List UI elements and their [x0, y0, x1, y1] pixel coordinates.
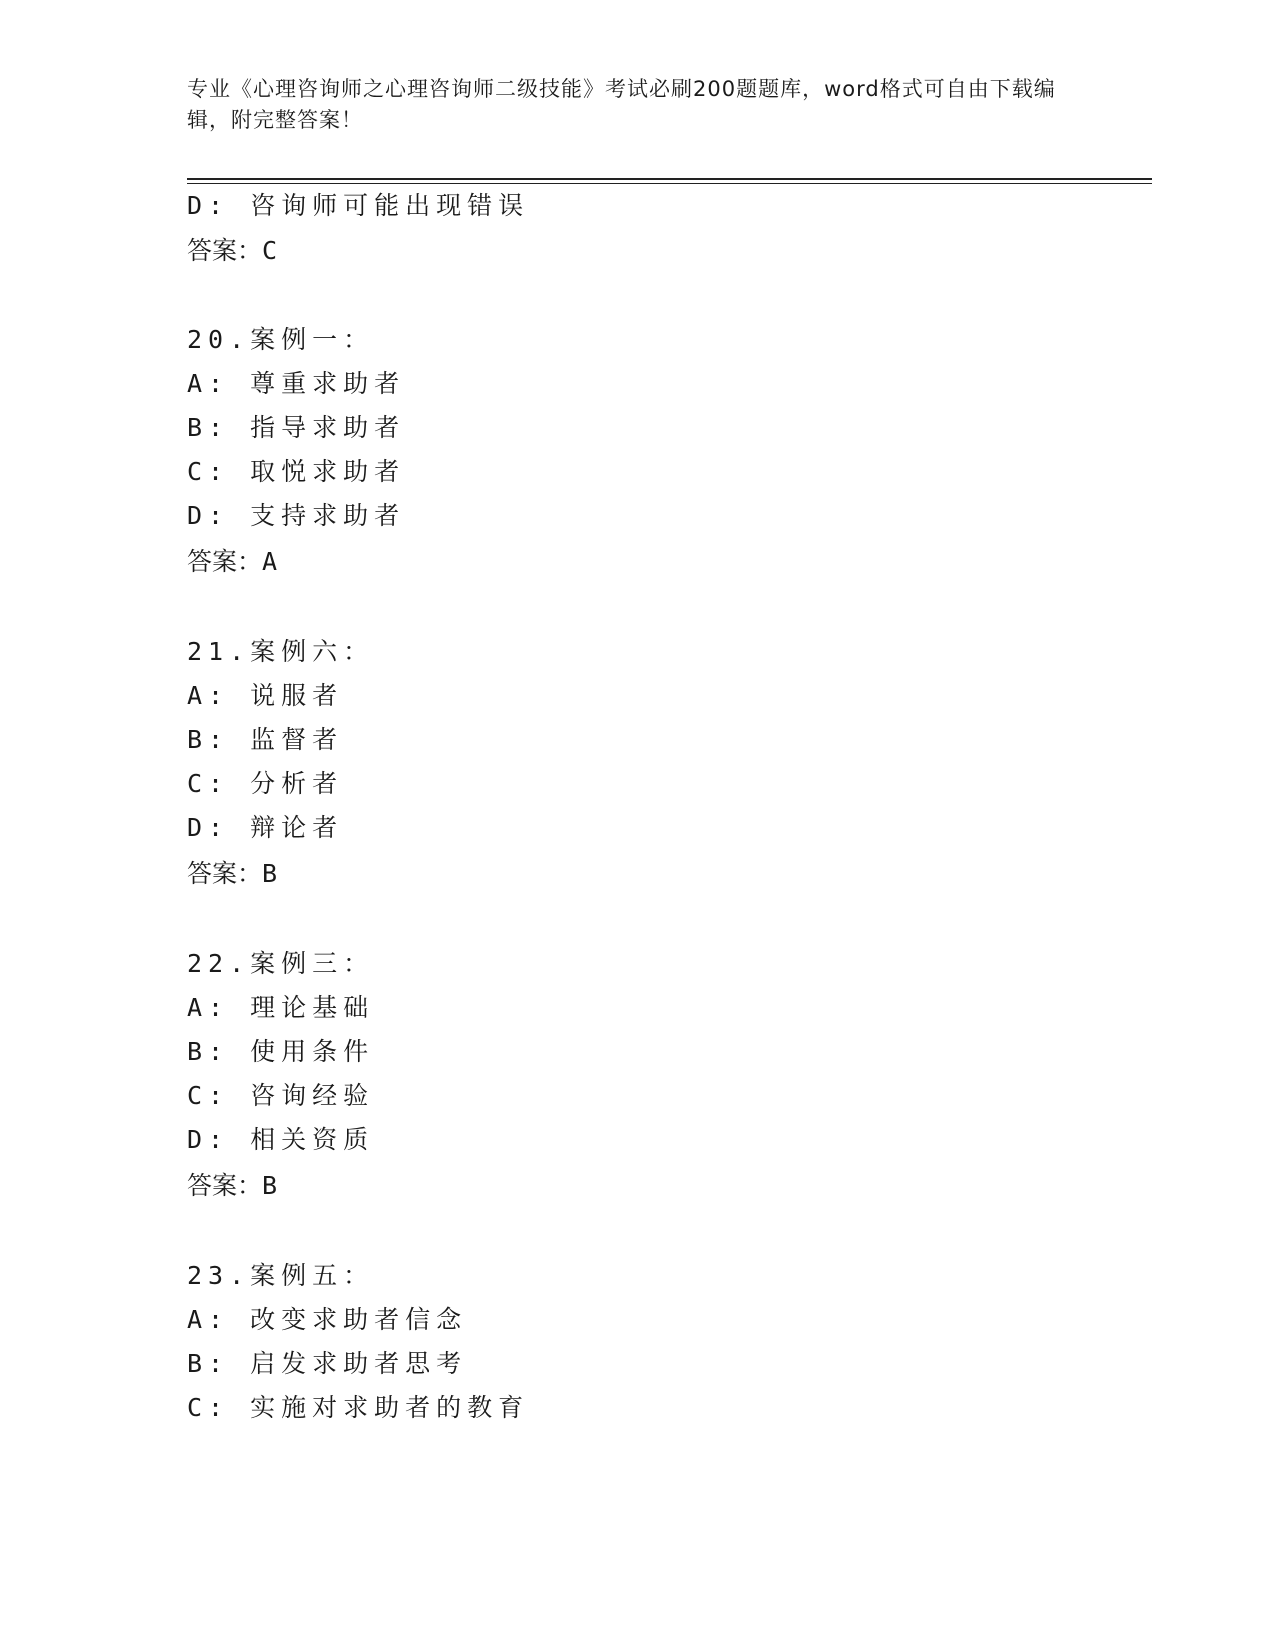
- option-b: B: 监督者: [187, 725, 344, 754]
- option-c: C: 分析者: [187, 769, 344, 798]
- question-title: 22.案例三：: [187, 949, 375, 978]
- option-c: C: 咨询经验: [187, 1081, 375, 1110]
- option-a: A: 尊重求助者: [187, 369, 406, 398]
- answer-line: [187, 858, 277, 890]
- answer-label: 答案：: [187, 547, 263, 576]
- option-d: D: 相关资质: [187, 1125, 375, 1154]
- option-d: D: 辩论者: [187, 813, 344, 842]
- question-title: 21.案例六：: [187, 637, 375, 666]
- option-c: C: 实施对求助者的教育: [187, 1393, 530, 1422]
- question-title: 20.案例一：: [187, 325, 375, 354]
- option-b: B: 指导求助者: [187, 413, 406, 442]
- option-d: D: 咨询师可能出现错误: [187, 191, 530, 220]
- question-title: 23.案例五：: [187, 1261, 375, 1290]
- answer-value: B: [262, 1171, 278, 1200]
- option-a: A: 改变求助者信念: [187, 1305, 468, 1334]
- option-b: B: 启发求助者思考: [187, 1349, 468, 1378]
- answer-label: 答案：: [187, 236, 263, 265]
- answer-value: A: [262, 547, 278, 576]
- option-c: C: 取悦求助者: [187, 457, 406, 486]
- header-divider-thin: [187, 183, 1152, 184]
- answer-label: 答案：: [187, 1171, 263, 1200]
- answer-line: [187, 235, 277, 267]
- answer-line: [187, 546, 277, 578]
- header-divider-thick: [187, 178, 1152, 180]
- option-d: D: 支持求助者: [187, 501, 406, 530]
- option-a: A: 说服者: [187, 681, 344, 710]
- answer-label: 答案：: [187, 859, 263, 888]
- document-header: 专业《心理咨询师之心理咨询师二级技能》考试必刷200题题库，word格式可自由下载编辑，附完整答案！: [187, 77, 1056, 132]
- option-a: A: 理论基础: [187, 993, 375, 1022]
- option-b: B: 使用条件: [187, 1037, 375, 1066]
- answer-value: C: [262, 236, 278, 265]
- answer-line: [187, 1170, 277, 1202]
- answer-value: B: [262, 859, 278, 888]
